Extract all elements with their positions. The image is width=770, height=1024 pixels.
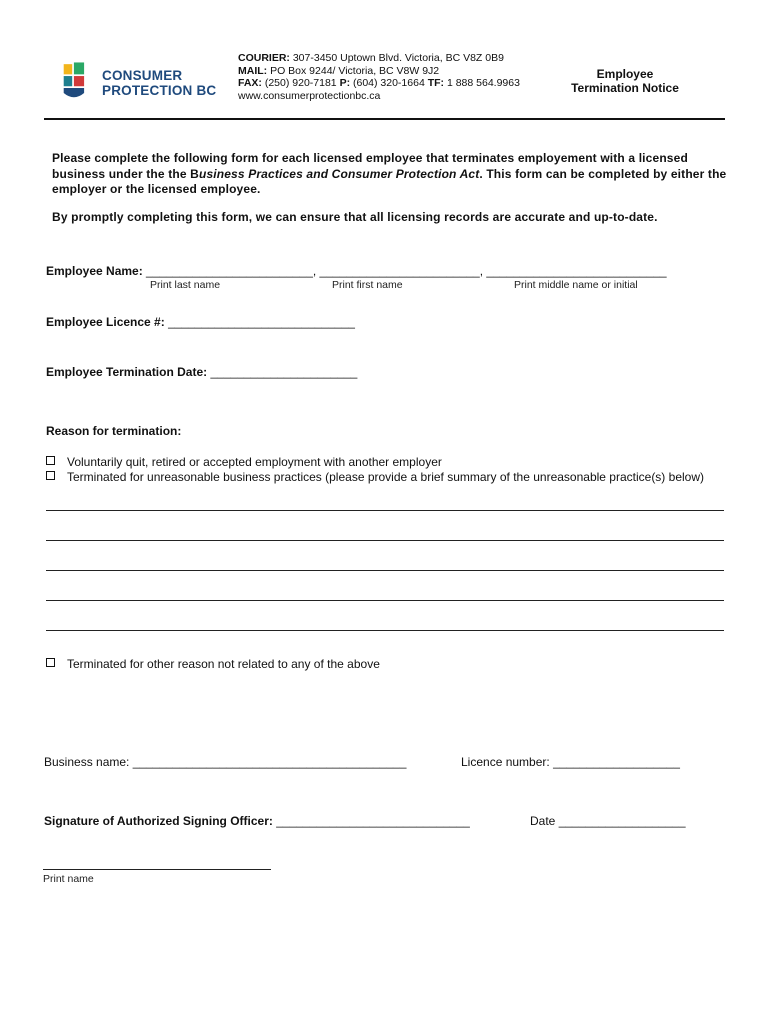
- employee-name-label: Employee Name:: [46, 264, 143, 278]
- logo-wordmark: [102, 68, 216, 98]
- date-blank[interactable]: ___________________: [558, 814, 686, 828]
- print-name-hint: Print name: [43, 873, 94, 885]
- licence-number-label: Licence number:: [461, 755, 550, 769]
- reason-option-other[interactable]: Terminated for other reason not related to any of the above: [46, 657, 726, 672]
- summary-line-1[interactable]: [46, 510, 724, 511]
- logo-line-1: CONSUMER: [102, 68, 183, 83]
- signature-label: Signature of Authorized Signing Officer:: [44, 814, 273, 828]
- summary-line-4[interactable]: [46, 600, 724, 601]
- termination-date-blank[interactable]: ______________________: [210, 365, 358, 379]
- intro-paragraph: Please complete the following form for each licensed employee that terminates employement with a licensed business under the the Business Practices and Consumer Protection Act. This form can be completed by either the employer or the licensed employee.: [52, 151, 727, 196]
- business-name-blank[interactable]: _________________________________________: [132, 755, 407, 769]
- checkbox-unreasonable[interactable]: [46, 471, 55, 480]
- date-label: Date: [530, 814, 556, 828]
- employee-licence-blank[interactable]: ____________________________: [168, 315, 355, 329]
- last-name-hint: Print last name: [150, 279, 221, 291]
- summary-line-3[interactable]: [46, 570, 724, 571]
- employee-name-row: [46, 264, 667, 279]
- mail-line: MAIL: PO Box 9244/ Victoria, BC V8W 9J2: [238, 64, 440, 77]
- header-divider: [44, 118, 725, 120]
- checkbox-voluntary[interactable]: [46, 456, 55, 465]
- summary-line-5[interactable]: [46, 630, 724, 631]
- contact-block: [238, 52, 520, 102]
- employee-licence-label: Employee Licence #:: [46, 315, 165, 329]
- employee-licence-row: [46, 315, 355, 330]
- signature-blank[interactable]: _____________________________: [276, 814, 470, 828]
- termination-date-row: [46, 365, 357, 380]
- courier-line: COURIER: 307-3450 Uptown Blvd. Victoria, BC V8Z 0B9: [238, 52, 504, 64]
- signature-row: [44, 814, 470, 829]
- document-title: Employee Termination Notice: [571, 67, 679, 95]
- licence-number-row: [461, 755, 680, 770]
- phone-line: FAX: (250) 920-7181 P: (604) 320-1664 TF: 1 888 564.9963: [238, 77, 520, 89]
- first-name-hint: Print first name: [332, 279, 403, 291]
- licence-number-blank[interactable]: ___________________: [553, 755, 680, 769]
- termination-date-label: Employee Termination Date:: [46, 365, 208, 379]
- date-row: [530, 814, 686, 829]
- logo-line-2: PROTECTION BC: [102, 83, 217, 98]
- business-name-label: Business name:: [44, 755, 130, 769]
- reason-heading: Reason for termination:: [46, 424, 182, 438]
- intro-paragraph-2: By promptly completing this form, we can ensure that all licensing records are accurate and up-to-date.: [52, 210, 658, 224]
- business-name-row: [44, 755, 406, 770]
- summary-line-2[interactable]: [46, 540, 724, 541]
- consumer-protection-bc-logo: [62, 60, 96, 104]
- middle-name-hint: Print middle name or initial: [514, 279, 638, 291]
- reason-option-unreasonable[interactable]: Terminated for unreasonable business practices (please provide a brief summary of the unreasonable practice(s) below): [46, 470, 726, 485]
- checkbox-other[interactable]: [46, 658, 55, 667]
- employee-name-blanks[interactable]: _________________________, ________________________, ___________________________: [146, 264, 667, 278]
- website-link[interactable]: www.consumerprotectionbc.ca: [238, 89, 381, 102]
- reason-option-voluntary[interactable]: Voluntarily quit, retired or accepted employment with another employer: [46, 455, 726, 470]
- print-name-line[interactable]: [43, 869, 271, 870]
